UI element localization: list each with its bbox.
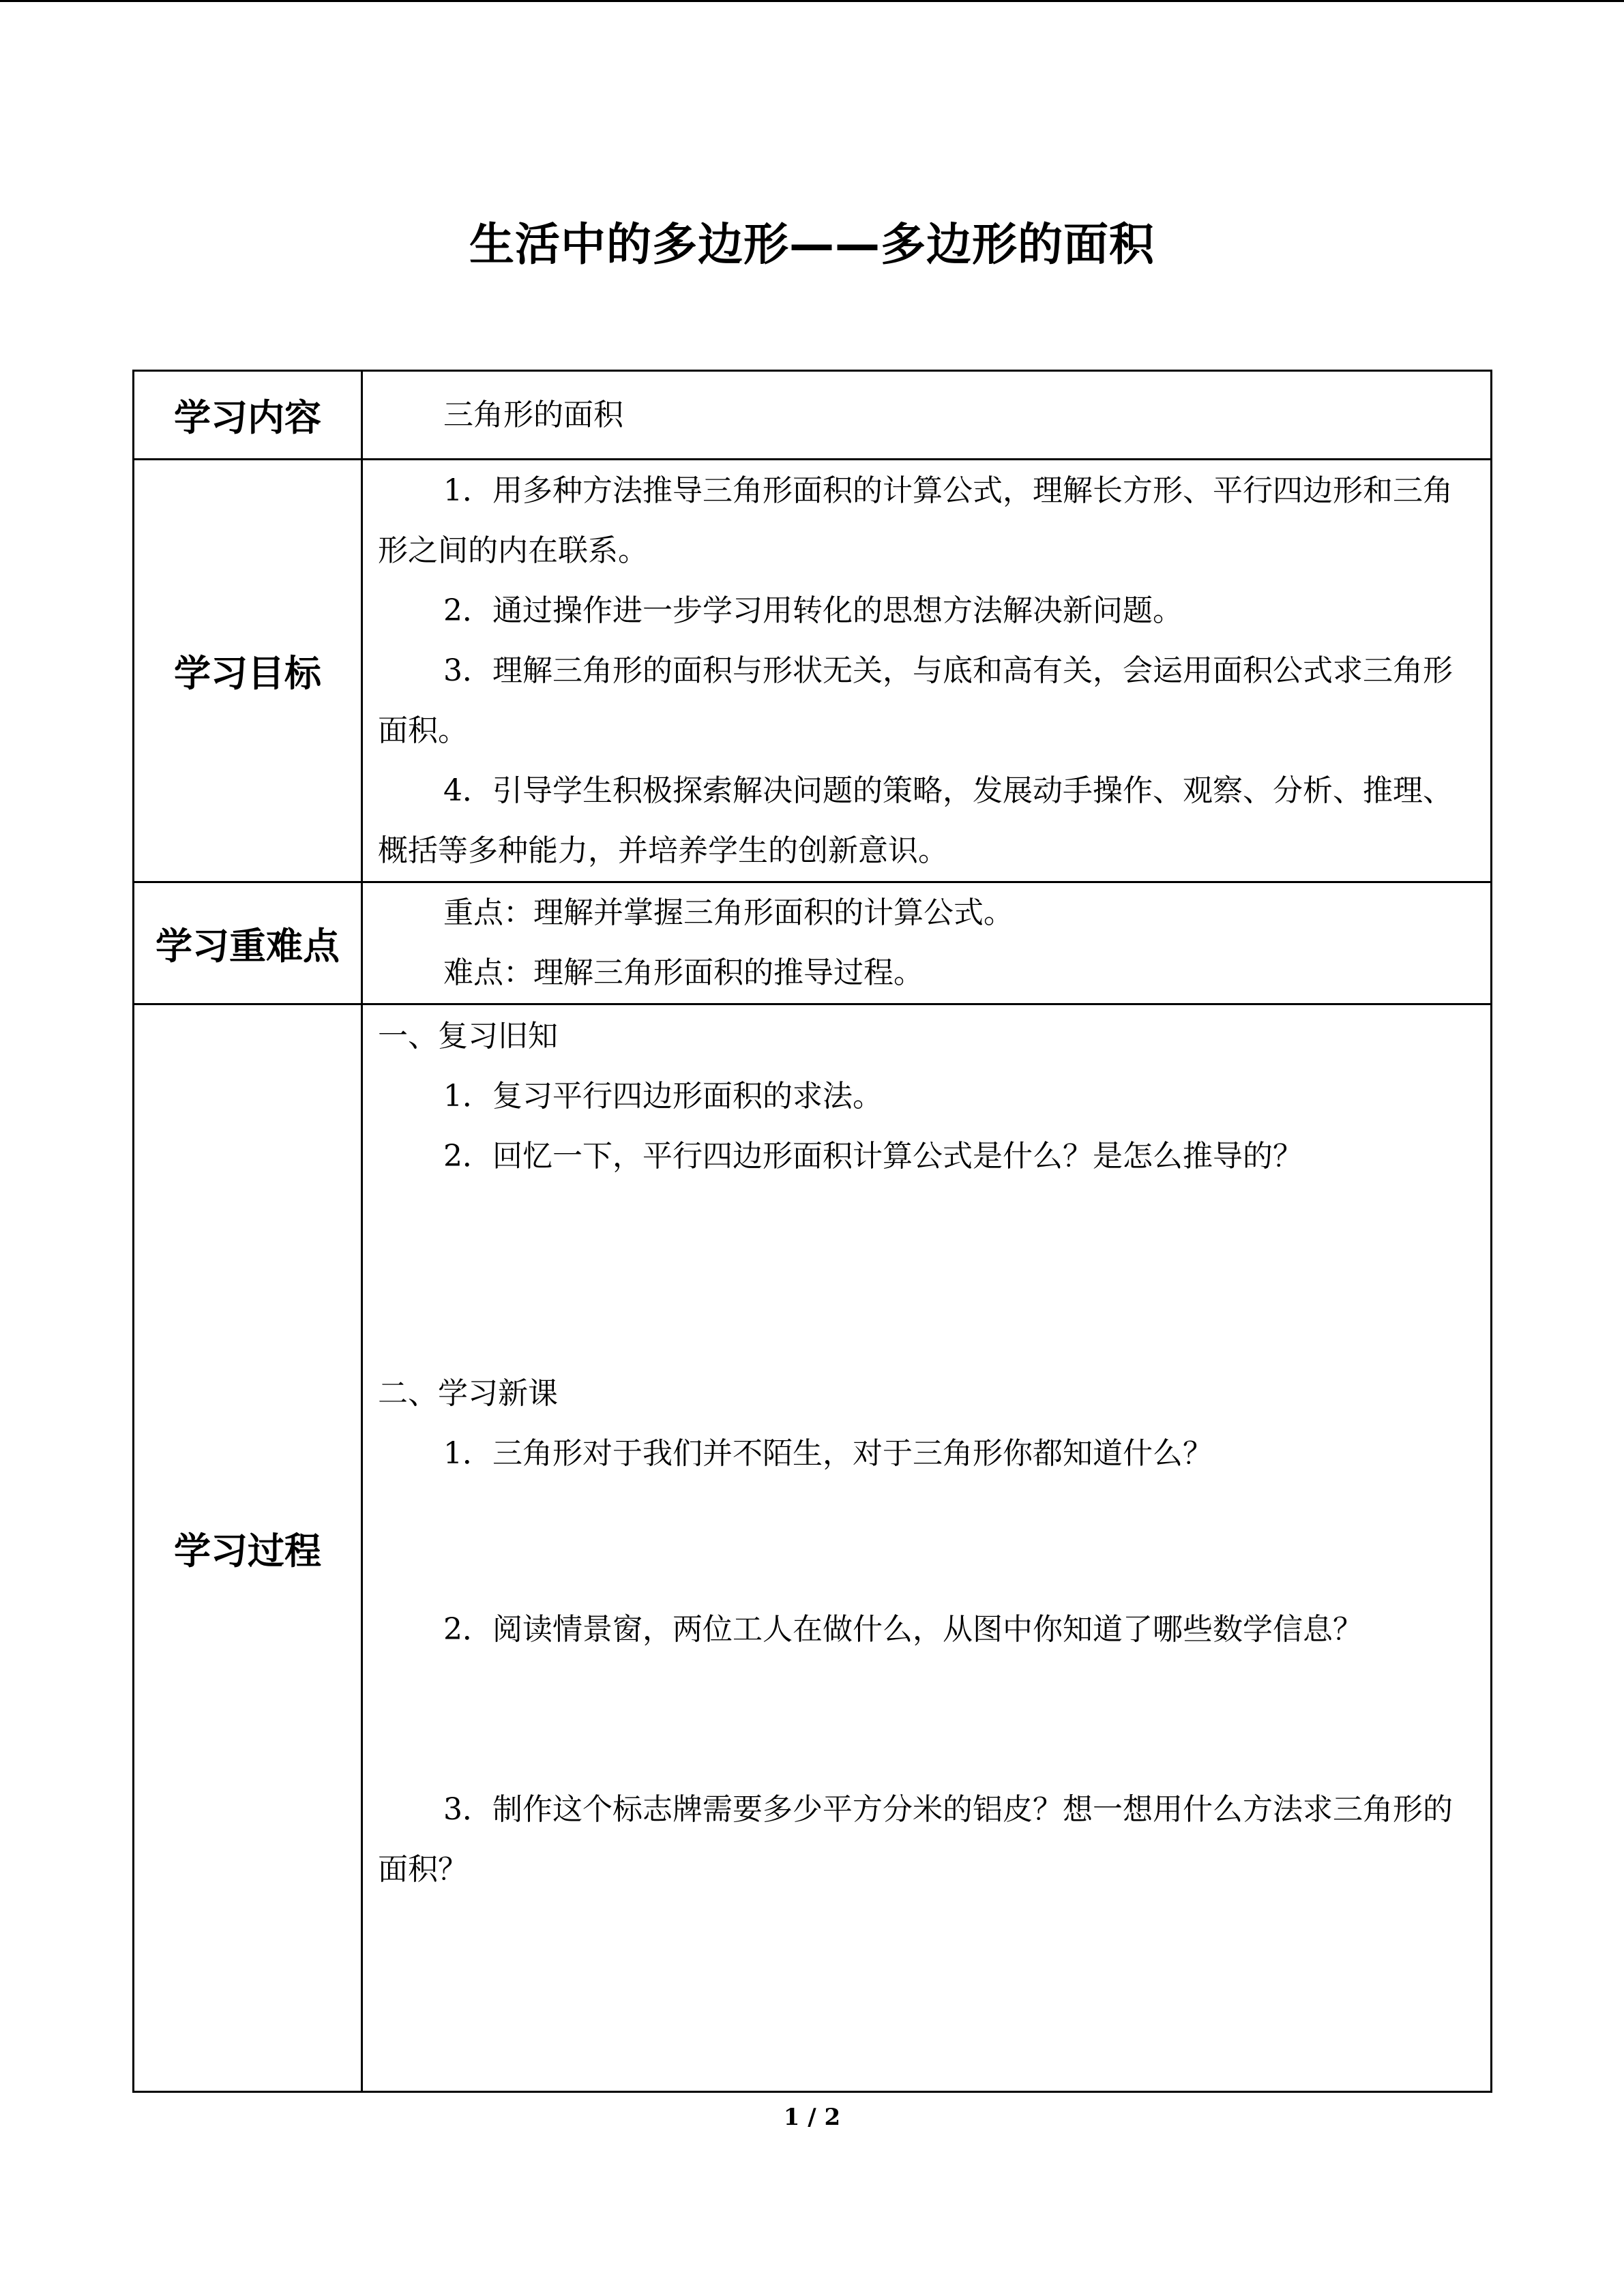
section-review-heading: 一、复习旧知 [378, 1019, 558, 1054]
row-learning-objectives [134, 460, 1492, 882]
cell-learning-process [362, 1004, 1492, 2092]
lesson-plan-table [132, 370, 1492, 2093]
row-key-points [134, 882, 1492, 1004]
page-number: 1 / 2 [783, 2104, 841, 2131]
document-title: 生活中的多边形——多边形的面积 [469, 218, 1155, 271]
top-border-rule [0, 0, 1624, 2]
answer-space [378, 1660, 1473, 1780]
cell-learning-content [362, 371, 1492, 460]
answer-space [378, 1900, 1473, 2091]
new-lesson-item-3: 3．制作这个标志牌需要多少平方分米的铝皮？想一想用什么方法求三角形的面积？ [378, 1792, 1453, 1887]
cell-key-points [362, 882, 1492, 1004]
answer-space [378, 1484, 1473, 1600]
new-lesson-item-2: 2．阅读情景窗，两位工人在做什么，从图中你知道了哪些数学信息？ [443, 1612, 1363, 1647]
label-key-points: 学习重难点 [134, 882, 362, 1004]
objective-item-1: 1．用多种方法推导三角形面积的计算公式，理解长方形、平行四边形和三角形之间的内在联系。 [378, 473, 1453, 568]
row-learning-process [134, 1004, 1492, 2092]
key-point-difficulty: 难点：理解三角形面积的推导过程。 [443, 955, 924, 990]
objective-item-2: 2．通过操作进一步学习用转化的思想方法解决新问题。 [443, 593, 1183, 628]
learning-content-text: 三角形的面积 [443, 397, 623, 432]
section-new-lesson-heading: 二、学习新课 [378, 1376, 558, 1411]
label-learning-process: 学习过程 [134, 1004, 362, 2092]
answer-space [378, 1187, 1473, 1364]
objective-item-3: 3．理解三角形的面积与形状无关，与底和高有关，会运用面积公式求三角形面积。 [378, 653, 1453, 748]
label-learning-objectives: 学习目标 [134, 460, 362, 882]
row-learning-content [134, 371, 1492, 460]
review-item-1: 1．复习平行四边形面积的求法。 [443, 1079, 883, 1114]
key-point-focus: 重点：理解并掌握三角形面积的计算公式。 [443, 895, 1014, 930]
cell-learning-objectives [362, 460, 1492, 882]
label-learning-content: 学习内容 [134, 371, 362, 460]
review-item-2: 2．回忆一下，平行四边形面积计算公式是什么？是怎么推导的？ [443, 1139, 1303, 1174]
objective-item-4: 4．引导学生积极探索解决问题的策略，发展动手操作、观察、分析、推理、概括等多种能力，并培养学生的创新意识。 [378, 773, 1453, 868]
new-lesson-item-1: 1．三角形对于我们并不陌生，对于三角形你都知道什么？ [443, 1436, 1213, 1471]
